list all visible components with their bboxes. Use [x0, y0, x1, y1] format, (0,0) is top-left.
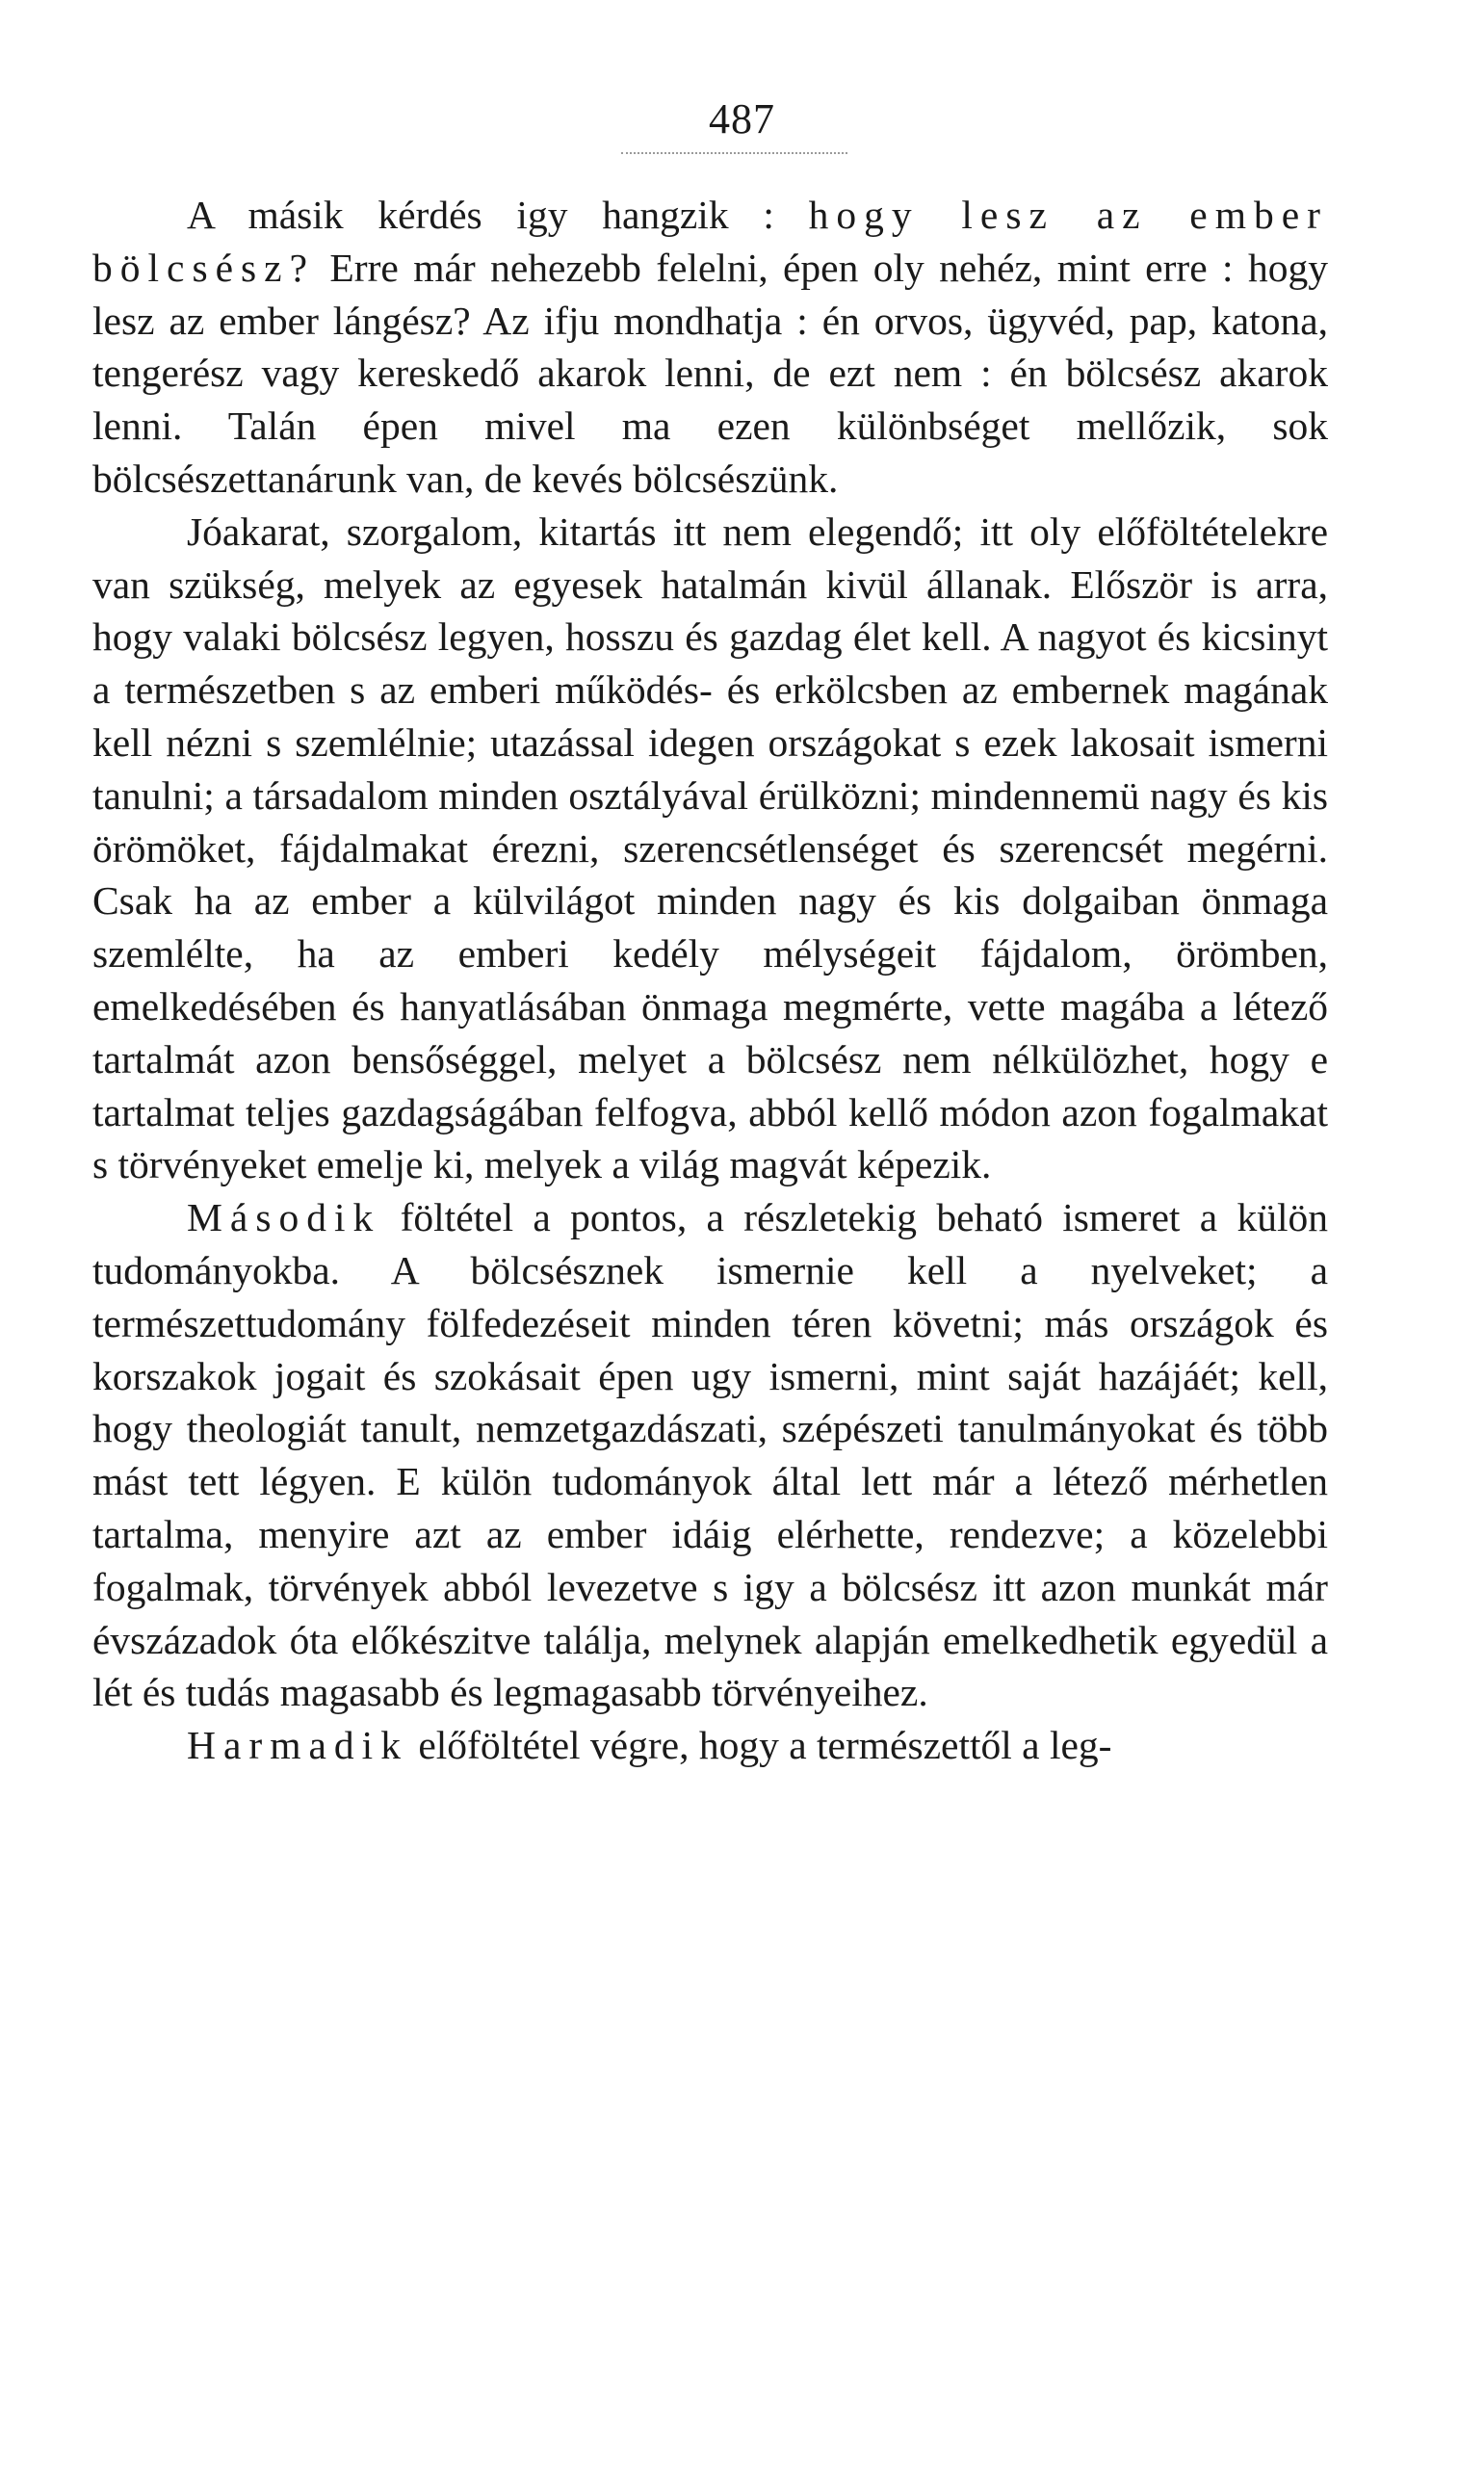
paragraph-1-rest: Erre már nehezebb felelni, épen oly nehéz, mint erre : hogy lesz az ember lángész? Az ifju mondhatja : én orvos, ügyvéd, pap, katona, tengerész vagy kereskedő akarok lenni, de ezt nem : én bölcsész akarok lenni. Talán épen mivel ma ezen különbséget mellőzik, sok bölcsészettanárunk van, de kevés bölcsészünk. — [92, 245, 1328, 501]
paragraph-4 — [92, 1719, 1328, 1772]
paragraph-1-text: A másik kérdés igy hangzik : — [187, 193, 809, 237]
paragraph-3-lead: Második — [187, 1195, 381, 1240]
paragraph-2-text: Jóakarat, szorgalom, kitartás itt nem elegendő; itt oly előföltételekre van szükség, melyek az egyesek hatalmán kivül állanak. Először is arra, hogy valaki bölcsész legyen, hosszu és gazdag élet kell. A nagyot és kicsinyt a természetben s az emberi működés- és erkölcsben az embernek magának kell nézni s szemlélnie; utazással idegen országokat s ezek lakosait ismerni tanulni; a társadalom minden osztályával érülközni; mindennemü nagy és kis örömöket, fájdalmakat érezni, szerencsétlenséget és szerencsét megérni. Csak ha az ember a külvilágot minden nagy és kis dolgaiban önmaga szemlélte, ha az emberi kedély mélységeit fájdalom, örömben, emelkedésében és hanyatlásában önmaga megmérte, vette magába a létező tartalmát azon bensőséggel, melyet a bölcsész nem nélkülözhet, hogy e tartalmat teljes gazdagságában felfogva, abból kellő módon azon fogalmakat s törvényeket emelje ki, melyek a világ magvát képezik. — [92, 508, 1328, 1187]
paragraph-4-lead: Harmadik — [187, 1723, 408, 1768]
body-text — [92, 189, 1328, 1772]
paragraph-2 — [92, 506, 1328, 1191]
paragraph-3-text: föltétel a pontos, a részletekig beható ismeret a külön tudományokba. A bölcsésznek ismernie kell a nyelveket; a természettudomány fölfedezéseit minden téren követni; más országok és korszakok jogait és szokásait épen ugy ismerni, mint saját hazájáét; kell, hogy theologiát tanult, nemzetgazdászati, szépészeti tanulmányokat és több mást tett légyen. E külön tudományok által lett már a létező mérhetlen tartalma, menyire azt az ember idáig elérhette, rendezve; a közelebbi fogalmak, törvények abból levezetve s igy a bölcsész itt azon munkát már évszázadok óta előkészitve találja, melynek alapján emelkedhetik egyedül a lét és tudás magasabb és legmagasabb törvényeihez. — [92, 1195, 1328, 1715]
page-number: 487 — [709, 95, 775, 143]
page-number-rule — [621, 152, 847, 154]
paragraph-1-emphasis: hogy lesz az ember bölcsész? — [92, 193, 1328, 290]
paragraph-4-text: előföltétel végre, hogy a természettől a leg- — [407, 1723, 1112, 1768]
paragraph-3 — [92, 1191, 1328, 1719]
paragraph-1 — [92, 189, 1328, 506]
